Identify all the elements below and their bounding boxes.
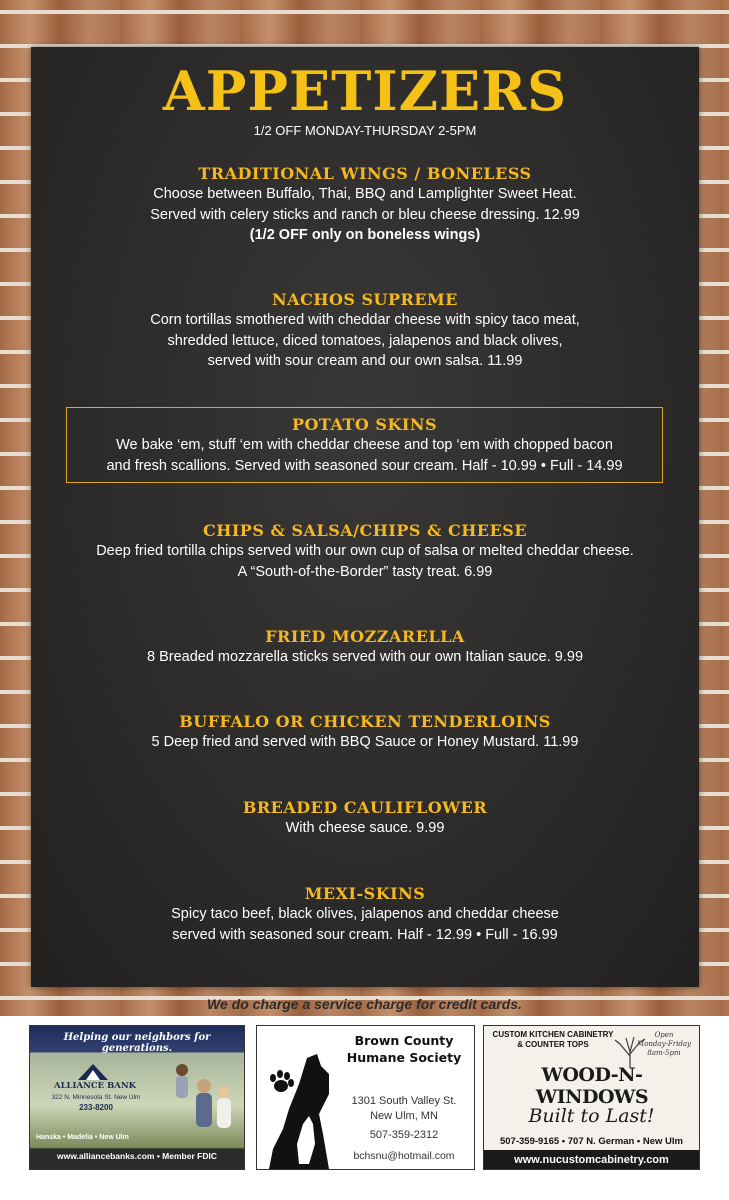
- ad-headline: [488, 1030, 618, 1050]
- item-desc-line: 5 Deep fried and served with BBQ Sauce or Honey Mustard. 11.99: [151, 734, 579, 750]
- menu-item-wings: [31, 163, 699, 246]
- item-desc-line: served with seasoned sour cream. Half - 12.99 • Full - 16.99: [172, 926, 558, 943]
- item-name: BUFFALO OR CHICKEN TENDERLOINS: [179, 712, 551, 731]
- alliance-bank-ad[interactable]: [29, 1025, 245, 1170]
- item-desc-line: 8 Breaded mozzarella sticks served with our own Italian sauce. 9.99: [146, 649, 584, 665]
- headline-line: CUSTOM KITCHEN CABINETRY: [492, 1030, 614, 1039]
- menu-item-tenderloins: [31, 711, 699, 753]
- item-desc-line: Choose between Buffalo, Thai, BBQ and Lamplighter Sweet Heat.: [153, 186, 577, 202]
- ad-logo-text: WOOD-N-WINDOWS: [535, 1064, 649, 1108]
- ad-towns: Hanska • Madelia • New Ulm: [36, 1134, 129, 1141]
- ad-tagline: Helping our neighbors for generations.: [63, 1032, 211, 1054]
- ad-address: 322 N. Minnesota St. New Ulm: [51, 1094, 141, 1101]
- item-name: MEXI-SKINS: [304, 884, 426, 903]
- item-desc-line: shredded lettuce, diced tomatoes, jalapenos and black olives,: [167, 332, 563, 349]
- org-name-line: Humane Society: [346, 1050, 462, 1065]
- menu-item-mexi-skins: [31, 883, 699, 945]
- ad-contact: 507-359-9165 • 707 N. German • New Ulm: [499, 1136, 684, 1147]
- menu-item-cauliflower: [31, 797, 699, 839]
- address-line: New Ulm, MN: [370, 1110, 438, 1122]
- tree-icon: [612, 1034, 648, 1068]
- family-photo-icon: [160, 1056, 240, 1136]
- dog-cat-silhouette-icon: [259, 1054, 339, 1169]
- headline-line: & COUNTER TOPS: [517, 1040, 589, 1049]
- item-desc-line: Corn tortillas smothered with cheddar cheese with spicy taco meat,: [150, 312, 580, 328]
- item-name: TRADITIONAL WINGS / BONELESS: [198, 164, 532, 183]
- item-name: FRIED MOZZARELLA: [265, 627, 465, 646]
- org-name-line: Brown County: [354, 1033, 454, 1048]
- menu-item-nachos: [31, 289, 699, 372]
- ad-website[interactable]: www.alliancebanks.com • Member FDIC: [57, 1151, 217, 1161]
- ad-phone: 233-8200: [79, 1103, 113, 1112]
- featured-item-box: [66, 407, 663, 483]
- page-title: APPETIZERS: [162, 59, 568, 123]
- item-name: BREADED CAULIFLOWER: [242, 798, 488, 817]
- ad-email[interactable]: bchsnu@hotmail.com: [353, 1150, 455, 1162]
- happy-hour-subtitle: 1/2 OFF MONDAY-THURSDAY 2-5PM: [253, 123, 477, 138]
- ad-phone: 507-359-2312: [369, 1129, 439, 1141]
- item-name: NACHOS SUPREME: [272, 290, 458, 309]
- item-desc-line: Deep fried tortilla chips served with our own cup of salsa or melted cheddar cheese.: [96, 543, 634, 559]
- item-desc-line: served with sour cream and our own salsa. 11.99: [207, 353, 523, 369]
- address-line: 1301 South Valley St.: [351, 1095, 457, 1107]
- humane-society-ad[interactable]: [256, 1025, 475, 1170]
- menu-item-chips: [31, 520, 699, 582]
- item-desc-line: and fresh scallions. Served with seasoned sour cream. Half - 10.99 • Full - 14.99: [106, 457, 623, 474]
- ad-org-name: [339, 1032, 469, 1066]
- item-desc-line: Spicy taco beef, black olives, jalapenos and cheddar cheese: [171, 906, 559, 922]
- item-note: (1/2 OFF only on boneless wings): [249, 227, 481, 243]
- ad-address: [337, 1094, 471, 1124]
- item-desc-line: With cheese sauce. 9.99: [285, 820, 445, 836]
- item-desc-line: We bake ‘em, stuff ‘em with cheddar cheese and top ‘em with chopped bacon: [116, 437, 613, 453]
- item-desc-line: Served with celery sticks and ranch or bleu cheese dressing. 12.99: [150, 206, 580, 223]
- wood-n-windows-ad[interactable]: [483, 1025, 700, 1170]
- ad-slogan: Built to Last!: [528, 1105, 655, 1127]
- service-charge-note: We do charge a service charge for credit cards.: [207, 996, 522, 1012]
- ad-website[interactable]: www.nucustomcabinetry.com: [484, 1150, 699, 1170]
- hours-line: 8am-5pm: [647, 1049, 681, 1057]
- menu-item-mozzarella: [31, 626, 699, 668]
- item-desc-line: A “South-of-the-Border” tasty treat. 6.99: [237, 563, 493, 580]
- item-name: POTATO SKINS: [291, 415, 438, 434]
- alliance-logo-icon: [78, 1064, 108, 1080]
- menu-board: [31, 47, 699, 987]
- hours-line: Open: [654, 1031, 674, 1039]
- ad-bank-name: ALLIANCE BANK: [53, 1081, 137, 1091]
- item-name: CHIPS & SALSA/CHIPS & CHEESE: [202, 521, 528, 540]
- hours-line: Monday-Friday: [637, 1040, 691, 1048]
